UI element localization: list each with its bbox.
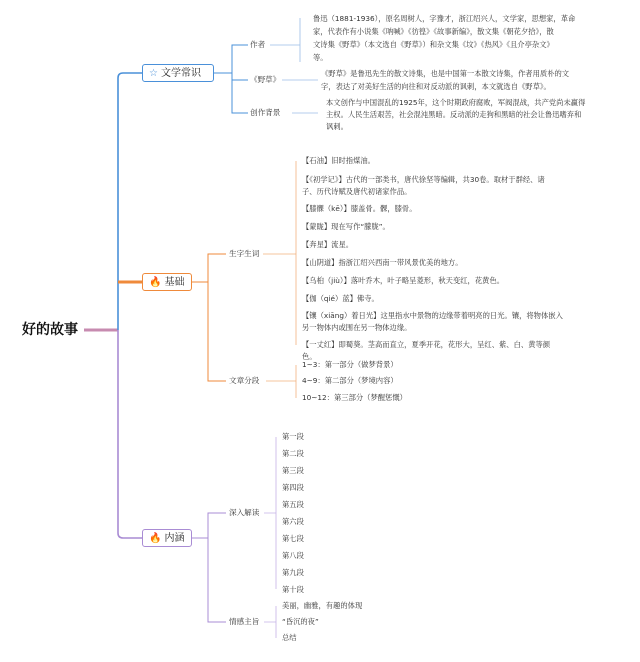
reading-item[interactable]: 第八段 xyxy=(282,551,304,560)
literature-yecao-connector xyxy=(232,73,248,80)
vocab-item: 子、历代诗赋及唐代初诸家作品。 xyxy=(302,187,412,196)
detail-line: 鲁迅（1881-1936），原名周树人，字豫才，浙江绍兴人，文学家，思想家，革命 xyxy=(313,14,576,23)
branch-basics-label: 基础 xyxy=(164,277,185,288)
reading-item[interactable]: 第六段 xyxy=(282,517,304,526)
node-reading[interactable]: 深入解读 xyxy=(229,508,260,517)
reading-item[interactable]: 第四段 xyxy=(282,483,304,492)
detail-line: 讽刺。 xyxy=(326,122,348,131)
vocab-item: 【石油】旧时指煤油。 xyxy=(302,156,375,165)
star-icon: ☆ xyxy=(149,68,158,79)
vocab-item: 【奔星】流星。 xyxy=(302,240,354,249)
detail-line: 主权。人民生活艰苦，社会混沌黑暗。反动派的走狗和黑暗的社会让鲁迅嗜弃和 xyxy=(326,110,582,119)
vocab-item: 【伽（qié）蓝】佛寺。 xyxy=(302,294,379,303)
detail-line: 字，表达了对美好生活的向往和对反动派的讽刺，本文就选自《野草》。 xyxy=(321,82,551,91)
author-detail-connector xyxy=(270,18,300,62)
node-theme[interactable]: 情感主旨 xyxy=(229,617,260,626)
basics-vocab-connector xyxy=(192,254,226,282)
vocab-items-connector xyxy=(263,161,296,345)
root-title: 好的故事 xyxy=(22,322,78,338)
vocab-item: 【《初学记》】古代的一部类书，唐代徐坚等编辑，共30卷。取材于群经、诸 xyxy=(302,175,545,184)
reading-item[interactable]: 第十段 xyxy=(282,585,304,594)
detail-line: 《野草》是鲁迅先生的散文诗集，也是中国第一本散文诗集，作者用质朴的文 xyxy=(321,69,570,78)
node-author[interactable]: 作者 xyxy=(250,40,266,49)
sections-items-connector xyxy=(266,365,296,398)
fire-icon: 🔥 xyxy=(149,277,162,288)
branch-literature-label: 文学常识 xyxy=(160,68,201,79)
meaning-reading-connector xyxy=(192,513,226,538)
vocab-item: 色。 xyxy=(302,352,317,361)
section-item: 10~12：第三部分（梦醒惩慨） xyxy=(302,393,407,402)
theme-item[interactable]: “昏沉的夜” xyxy=(282,617,319,626)
vocab-item: 【镶（xiāng）着日光】这里指水中景物的边缘带着明亮的日光。镶，将物体嵌入 xyxy=(302,311,563,320)
reading-item[interactable]: 第五段 xyxy=(282,500,304,509)
literature-connector xyxy=(118,73,142,330)
branch-meaning-label: 内涵 xyxy=(164,533,185,544)
vocab-item: 【一丈红】即蜀葵。茎高而直立，夏季开花，花形大，呈红、紫、白、黄等颜 xyxy=(302,340,551,349)
detail-line: 本文创作与中国混乱的1925年，这个时期政府腐败，军阀混战，共产党尚未赢得 xyxy=(326,98,586,107)
vocab-item: 【膝髁（kē）】膝盖骨。髁，膝骨。 xyxy=(302,204,417,213)
branch-literature[interactable] xyxy=(142,64,214,82)
vocab-item: 【山阴道】指浙江绍兴西南一带风景优美的地方。 xyxy=(302,258,463,267)
fire-icon: 🔥 xyxy=(149,533,162,544)
reading-item[interactable]: 第三段 xyxy=(282,466,304,475)
basics-sections-connector xyxy=(208,282,226,381)
vocab-item: 【蒙眬】现在写作“朦胧”。 xyxy=(302,222,390,231)
vocab-item: 另一物体内或围在另一物体边缘。 xyxy=(302,323,412,332)
reading-item[interactable]: 第七段 xyxy=(282,534,304,543)
section-item: 4~9：第二部分（梦境内容） xyxy=(302,376,398,385)
vocab-item: 【乌桕（jiù）】落叶乔木，叶子略呈菱形，秋天变红，花黄色。 xyxy=(302,276,505,285)
node-sections[interactable]: 文章分段 xyxy=(229,376,260,385)
node-yecao[interactable]: 《野草》 xyxy=(250,75,281,84)
reading-item[interactable]: 第九段 xyxy=(282,568,304,577)
literature-bg-connector xyxy=(232,80,248,113)
section-item: 1~3：第一部分（做梦背景） xyxy=(302,360,398,369)
branch-basics[interactable] xyxy=(142,273,192,291)
theme-item[interactable]: 总结 xyxy=(282,633,297,642)
reading-item[interactable]: 第二段 xyxy=(282,449,304,458)
detail-line: 文诗集《野草》（本文选自《野草》）和杂文集《坟》《热风》《且介亭杂文》 xyxy=(313,40,554,49)
node-background[interactable]: 创作背景 xyxy=(250,108,281,117)
meaning-connector xyxy=(118,330,142,538)
branch-meaning[interactable] xyxy=(142,529,192,547)
reading-item[interactable]: 第一段 xyxy=(282,432,304,441)
detail-line: 等。 xyxy=(313,53,328,62)
detail-line: 家，代表作有小说集《呐喊》《彷徨》《故事新编》，散文集《朝花夕拾》，散 xyxy=(313,27,554,36)
reading-items-connector xyxy=(264,437,276,589)
theme-item[interactable]: 美丽，幽雅，有趣的体现 xyxy=(282,601,363,610)
literature-author-connector xyxy=(214,45,248,73)
meaning-theme-connector xyxy=(208,538,226,622)
node-vocab[interactable]: 生字生词 xyxy=(229,249,260,258)
theme-items-connector xyxy=(264,606,276,638)
